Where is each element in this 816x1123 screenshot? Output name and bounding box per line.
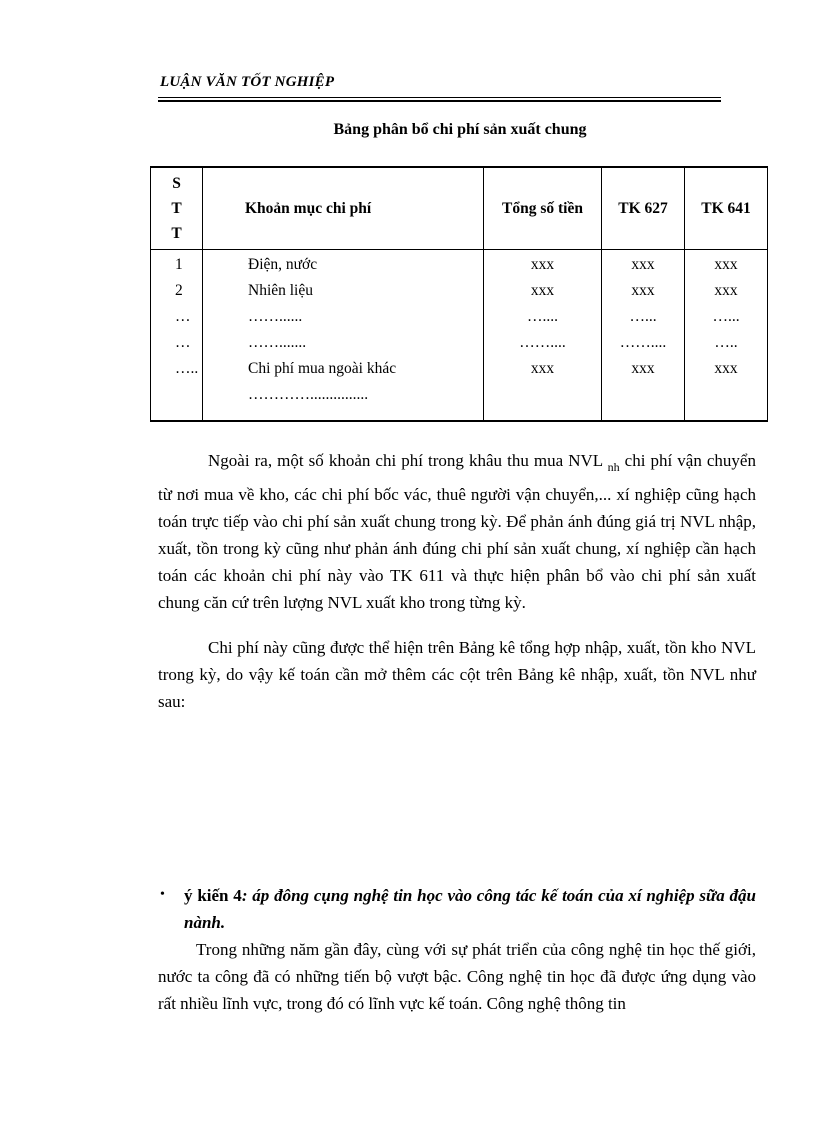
header-rule-thin	[158, 97, 721, 98]
cell-total: …....	[484, 306, 602, 332]
cell-tk641: …...	[685, 306, 768, 332]
cell-tk641: xxx	[685, 250, 768, 281]
cell-tk627: xxx	[602, 280, 685, 306]
cell-tk627: …...	[602, 306, 685, 332]
cell-stt: 1	[151, 250, 203, 281]
document-header-title: LUẬN VĂN TỐT NGHIỆP	[160, 74, 335, 90]
cell-item: Nhiên liệu	[203, 280, 484, 306]
header-tk641: TK 641	[685, 167, 768, 250]
cell-total: xxx	[484, 358, 602, 384]
cell-tk627: xxx	[602, 358, 685, 384]
header-tk627: TK 627	[602, 167, 685, 250]
cell-stt: …..	[151, 358, 203, 384]
header-rule-thick	[158, 100, 721, 102]
paragraph-summary-table: Chi phí này cũng được thể hiện trên Bảng kê tổng hợp nhập, xuất, tồn kho NVL trong kỳ, do vậy kế toán cần mở thêm các cột trên Bảng kê nhập, xuất, tồn NVL như sau:	[158, 638, 756, 711]
bullet-icon: •	[160, 887, 165, 902]
cell-tk641: …..	[685, 332, 768, 358]
table-row	[151, 358, 768, 384]
cell-item: …….......	[203, 332, 484, 358]
table-row	[151, 280, 768, 306]
header-stt-letter: T	[171, 225, 182, 242]
cell-total: xxx	[484, 250, 602, 281]
cell-tk641: xxx	[685, 280, 768, 306]
cell-stt	[151, 384, 203, 421]
opinion-4-label: ý kiến 4	[184, 886, 242, 905]
table-row	[151, 306, 768, 332]
table-row	[151, 250, 768, 281]
header-total-amount: Tổng số tiền	[484, 167, 602, 250]
opinion-4-text: : áp đông cụng nghệ tin học vào công tác kế toán của xí nghiệp sữa đậu nành.	[184, 886, 756, 932]
table-title: Bảng phân bổ chi phí sản xuất chung	[333, 121, 587, 138]
paragraph-additional-costs	[158, 447, 756, 616]
paragraph-text: Ngoài ra, một số khoản chi phí trong khâu thu mua NVL	[208, 451, 608, 470]
cell-item: Chi phí mua ngoài khác	[203, 358, 484, 384]
table-row	[151, 332, 768, 358]
cell-item: Điện, nước	[203, 250, 484, 281]
header-stt-letter: T	[171, 200, 182, 217]
paragraph-it-development: Trong những năm gần đây, cùng với sự phát triển của công nghệ tin học thế giới, nước ta công đã có những tiến bộ vượt bậc. Công nghệ tin học đã được ứng dụng vào rất nhiều lĩnh vực, trong đó có lĩnh vực kế toán. Công nghệ thông tin	[158, 940, 756, 1013]
cell-item: …………...............	[203, 384, 484, 421]
cell-tk627	[602, 384, 685, 421]
cell-total: xxx	[484, 280, 602, 306]
overhead-allocation-table	[150, 166, 768, 422]
cell-total	[484, 384, 602, 421]
header-stt-letter: S	[172, 175, 181, 192]
cell-total: ……....	[484, 332, 602, 358]
table-header-row	[151, 167, 768, 250]
paragraph-text: chi phí vận chuyển từ nơi mua về kho, các chi phí bốc vác, thuê người vận chuyển,... xí nghiệp cũng hạch toán trực tiếp vào chi phí sản xuất chung trong kỳ. Để phản ánh đúng giá trị NVL nhập, xuất, tồn trong kỳ cũng như phản ánh đúng chi phí sản xuất chung, xí nghiệp cần hạch toán các khoản chi phí này vào TK 611 và thực hiện phân bổ vào chi phí sản xuất chung căn cứ trên lượng NVL xuất kho trong từng kỳ.	[158, 451, 756, 612]
cell-tk641	[685, 384, 768, 421]
cell-tk627: ……....	[602, 332, 685, 358]
table-row	[151, 384, 768, 421]
cell-stt: …	[151, 306, 203, 332]
cell-stt: 2	[151, 280, 203, 306]
subscript-nh: nh	[607, 460, 620, 474]
header-stt	[151, 167, 203, 250]
cell-item: ……......	[203, 306, 484, 332]
header-cost-item: Khoản mục chi phí	[203, 167, 484, 250]
cell-tk641: xxx	[685, 358, 768, 384]
cell-stt: …	[151, 332, 203, 358]
cell-tk627: xxx	[602, 250, 685, 281]
opinion-4-heading	[184, 882, 756, 936]
